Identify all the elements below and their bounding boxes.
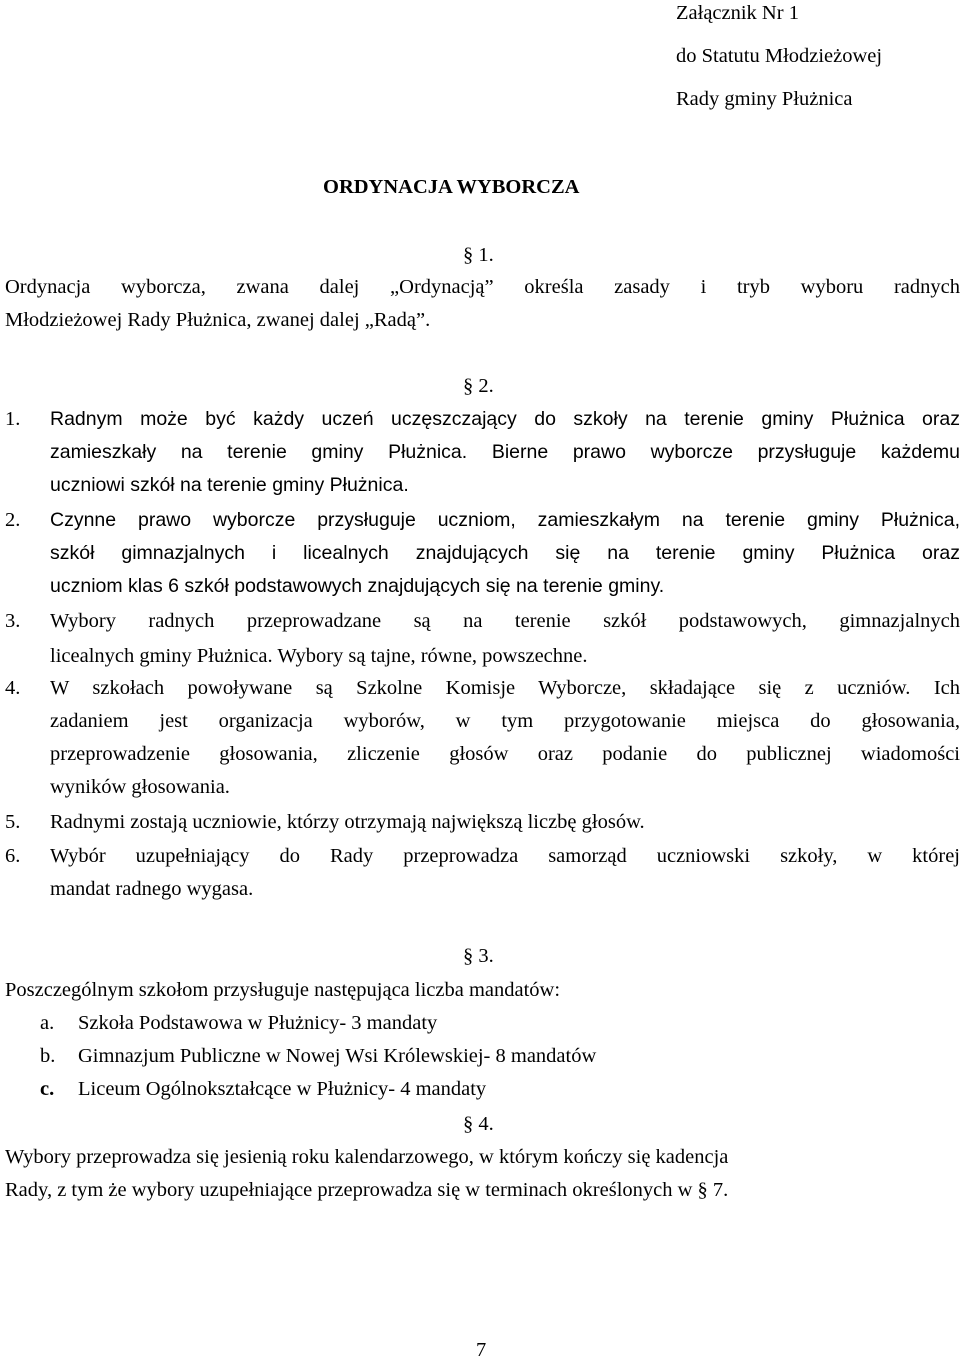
section-1-line-2: Młodzieżowej Rady Płużnica, zwanej dalej „Radą”. (5, 309, 431, 331)
section-3-list-letter-b: b. (40, 1045, 56, 1067)
section-2-item-4-number: 4. (5, 677, 21, 699)
section-4-line-2: Rady, z tym że wybory uzupełniające przeprowadza się w terminach określonych w § 7. (5, 1179, 729, 1201)
header-line-3: Rady gminy Płużnica (676, 88, 853, 110)
section-2-item-6-number: 6. (5, 845, 21, 867)
section-2-item-3-line-1: Wybory radnych przeprowadzane są na terenie szkół podstawowych, gimnazjalnych (50, 610, 960, 632)
section-4-mark: § 4. (463, 1113, 494, 1135)
section-2-item-4-line-3: przeprowadzenie głosowania, zliczenie głosów oraz podanie do publicznej wiadomości (50, 743, 960, 765)
header-line-2: do Statutu Młodzieżowej (676, 45, 883, 67)
section-2-item-4-line-2: zadaniem jest organizacja wyborów, w tym przygotowanie miejsca do głosowania, (50, 710, 960, 732)
section-2-mark: § 2. (463, 375, 494, 397)
section-2-item-2-line-2: szkół gimnazjalnych i licealnych znajdujących się na terenie gminy Płużnica oraz (50, 542, 960, 564)
section-2-item-3 (50, 611, 960, 667)
section-2-item-1-line-1: Radnym może być każdy uczeń uczęszczający do szkoły na terenie gminy Płużnica oraz (50, 408, 960, 430)
section-2-item-1-line-2: zamieszkały na terenie gminy Płużnica. Bierne prawo wyborcze przysługuje każdemu (50, 441, 960, 463)
section-2-item-4-line-1: W szkołach powoływane są Szkolne Komisje Wyborcze, składające się z uczniów. Ich (50, 677, 960, 699)
section-2-item-4 (50, 678, 960, 798)
section-3-mark: § 3. (463, 945, 494, 967)
section-3-intro: Poszczególnym szkołom przysługuje następująca liczba mandatów: (5, 979, 561, 1001)
section-2-item-3-number: 3. (5, 610, 21, 632)
section-2-item-1 (50, 410, 960, 496)
section-2-item-2-number: 2. (5, 509, 21, 531)
section-2-item-6-line-2: mandat radnego wygasa. (50, 878, 254, 900)
section-2-item-5-number: 5. (5, 811, 21, 833)
section-2-item-2-line-1: Czynne prawo wyborcze przysługuje uczniom, zamieszkałym na terenie gminy Płużnica, (50, 509, 960, 531)
section-3-list-letter-c: c. (40, 1078, 55, 1100)
section-2-item-1-line-3: uczniowi szkół na terenie gminy Płużnica. (50, 474, 409, 496)
document-title: ORDYNACJA WYBORCZA (323, 176, 580, 198)
section-1-mark: § 1. (463, 244, 494, 266)
section-2-item-1-number: 1. (5, 408, 21, 430)
section-2-item-2 (50, 511, 960, 597)
section-2-item-6 (50, 846, 960, 900)
section-3-list-item-a: Szkoła Podstawowa w Płużnicy- 3 mandaty (78, 1012, 438, 1034)
section-4-line-1: Wybory przeprowadza się jesienią roku kalendarzowego, w którym kończy się kadencja (5, 1146, 729, 1168)
section-2-item-3-line-2: licealnych gminy Płużnica. Wybory są tajne, równe, powszechne. (50, 645, 588, 667)
header-line-1: Załącznik Nr 1 (676, 2, 799, 24)
section-2-item-4-line-4: wyników głosowania. (50, 776, 230, 798)
section-2-item-5-line-1: Radnymi zostają uczniowie, którzy otrzymają największą liczbę głosów. (50, 811, 645, 833)
section-2-item-6-line-1: Wybór uzupełniający do Rady przeprowadza samorząd uczniowski szkoły, w której (50, 845, 960, 867)
section-3-list-item-c: Liceum Ogólnokształcące w Płużnicy- 4 mandaty (78, 1078, 487, 1100)
section-2-item-2-line-3: uczniom klas 6 szkół podstawowych znajdujących się na terenie gminy. (50, 575, 665, 597)
section-2-item-5 (50, 812, 960, 833)
page-number: 7 (476, 1339, 487, 1361)
section-3-list-item-b: Gimnazjum Publiczne w Nowej Wsi Królewskiej- 8 mandatów (78, 1045, 597, 1067)
section-3-list-letter-a: a. (40, 1012, 55, 1034)
section-1-line-1: Ordynacja wyborcza, zwana dalej „Ordynacją” określa zasady i tryb wyboru radnych (5, 276, 960, 298)
